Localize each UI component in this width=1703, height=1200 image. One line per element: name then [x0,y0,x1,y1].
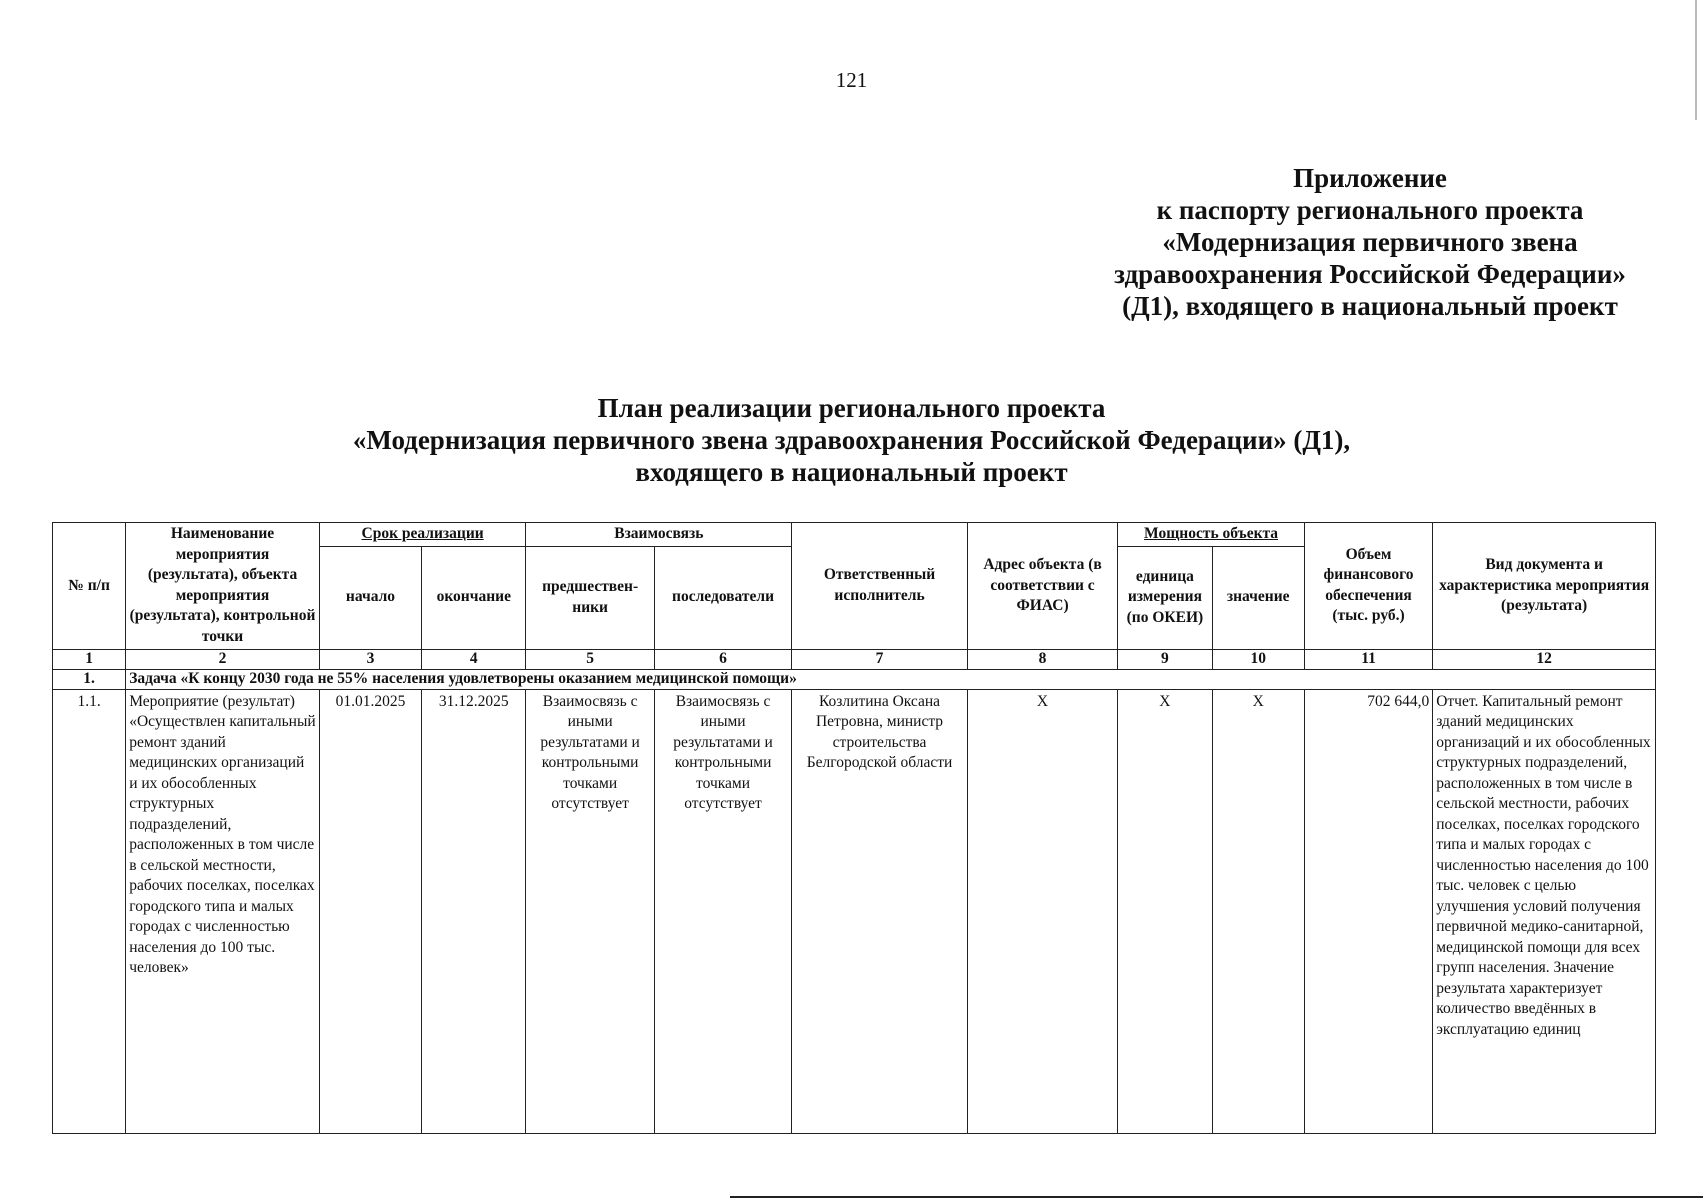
column-number: 4 [422,649,526,669]
header-finance: Объем финансового обеспечения (тыс. руб.) [1304,523,1432,650]
column-number: 2 [126,649,320,669]
header-responsible: Ответственный исполнитель [792,523,968,650]
header-address: Адрес объекта (в соответствии с ФИАС) [967,523,1117,650]
page-number: 121 [835,68,868,92]
appendix-heading [1080,162,1660,322]
row-predecessors: Взаимосвязь с иными результатами и контрольными точками отсутствует [526,689,654,1133]
header-doc: Вид документа и характеристика мероприятия (результата) [1433,523,1656,650]
appendix-line: Приложение [1293,163,1447,193]
header-row-1 [53,523,1656,547]
column-numbers-row [53,649,1656,669]
plan-title-line: «Модернизация первичного звена здравоохранения Российской Федерации» (Д1), [352,425,1351,455]
task-row [53,669,1656,689]
row-finance: 702 644,0 [1304,689,1432,1133]
header-unit: единица измерения (по ОКЕИ) [1118,546,1212,649]
header-end: окончание [422,546,526,649]
plan-table [52,522,1656,1134]
column-number: 1 [53,649,126,669]
table-row [53,689,1656,1133]
column-number: 3 [319,649,421,669]
scan-edge [1695,0,1697,120]
column-number: 5 [526,649,654,669]
appendix-line: к паспорту регионального проекта [1156,195,1584,225]
row-responsible: Козлитина Оксана Петровна, министр строительства Белгородской области [792,689,968,1133]
plan-title [0,392,1703,488]
appendix-line: здравоохранения Российской Федерации» [1114,259,1626,289]
header-predecessors: предшествен-ники [526,546,654,649]
row-doc: Отчет. Капитальный ремонт зданий медицинских организаций и их обособленных структурных подразделений, расположенных в том числе в сельской местности, рабочих поселках, поселках городского типа и малых городах с численностью населения до 100 тыс. человек с целью улучшения условий получения первичной медико-санитарной, медицинской помощи для всех групп населения. Значение результата характеризует количество введённых в эксплуатацию единиц [1433,689,1656,1133]
column-number: 12 [1433,649,1656,669]
plan-title-line: входящего в национальный проект [635,457,1068,487]
appendix-line: «Модернизация первичного звена [1162,227,1578,257]
header-num: № п/п [53,523,126,650]
row-successors: Взаимосвязь с иными результатами и контрольными точками отсутствует [654,689,791,1133]
row-start-date: 01.01.2025 [319,689,421,1133]
bottom-rule [730,1196,1703,1198]
header-capacity-group: Мощность объекта [1118,523,1305,547]
header-start: начало [319,546,421,649]
column-number: 9 [1118,649,1212,669]
column-number: 8 [967,649,1117,669]
header-successors: последователи [654,546,791,649]
row-address: X [967,689,1117,1133]
header-name: Наименование мероприятия (результата), объекта мероприятия (результата), контрольной точки [126,523,320,650]
appendix-line: (Д1), входящего в национальный проект [1122,291,1618,321]
column-number: 11 [1304,649,1432,669]
row-unit: X [1118,689,1212,1133]
plan-title-line: План реализации регионального проекта [597,393,1106,423]
row-name: Мероприятие (результат) «Осуществлен капитальный ремонт зданий медицинских организаций и их обособленных структурных подразделений, расположенных в том числе в сельской местности, рабочих поселках, поселках городского типа и малых городах с численностью населения до 100 тыс. человек» [126,689,320,1133]
header-link-group: Взаимосвязь [526,523,792,547]
column-number: 6 [654,649,791,669]
column-number: 10 [1212,649,1304,669]
row-end-date: 31.12.2025 [422,689,526,1133]
header-term-group: Срок реализации [319,523,526,547]
row-number: 1.1. [53,689,126,1133]
task-number: 1. [53,669,126,689]
header-value: значение [1212,546,1304,649]
task-text: Задача «К концу 2030 года не 55% населения удовлетворены оказанием медицинской помощи» [126,669,1656,689]
row-value: X [1212,689,1304,1133]
column-number: 7 [792,649,968,669]
